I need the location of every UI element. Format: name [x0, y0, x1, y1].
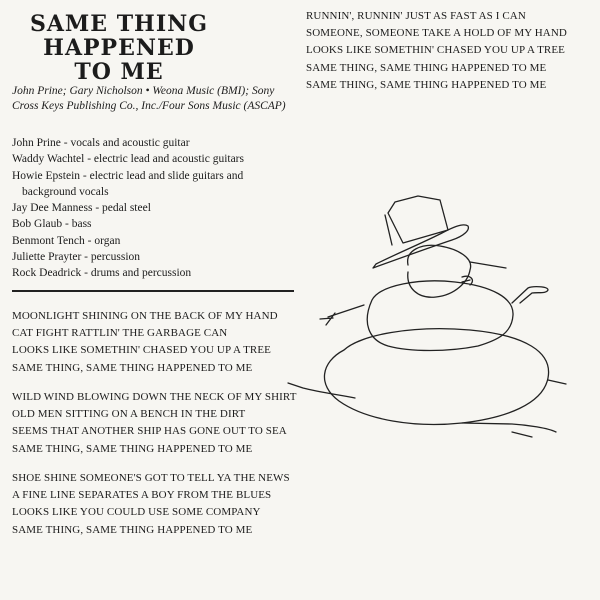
personnel-item: Rock Deadrick - drums and percussion — [12, 267, 192, 280]
lyric-line: LOOKS LIKE SOMETHIN' CHASED YOU UP A TREE — [12, 344, 271, 357]
lyrics-verse-3 — [12, 470, 290, 539]
credit-line: Cross Keys Publishing Co., Inc./Four Sons Music (ASCAP) — [12, 100, 286, 112]
lyric-line: SAME THING, SAME THING HAPPENED TO ME — [12, 523, 253, 536]
personnel-item: Jay Dee Manness - pedal steel — [12, 202, 151, 215]
personnel-list — [12, 135, 302, 282]
ground-lines-drawing — [462, 423, 556, 437]
personnel-item: John Prine - vocals and acoustic guitar — [12, 137, 190, 149]
snowman-base-drawing — [288, 329, 566, 425]
lyric-line: WILD WIND BLOWING DOWN THE NECK OF MY SHIRT — [12, 391, 297, 403]
lyric-line: A FINE LINE SEPARATES A BOY FROM THE BLUES — [12, 489, 272, 502]
snowman-head-drawing — [408, 245, 506, 297]
title-line-1: SAME THING — [29, 11, 209, 37]
personnel-item: Waddy Wachtel - electric lead and acoustic guitars — [12, 153, 244, 166]
lyrics-verse-4 — [306, 8, 567, 94]
snowman-body-drawing — [320, 281, 548, 351]
lyric-line: SAME THING, SAME THING HAPPENED TO ME — [12, 361, 253, 374]
lyrics-verse-2 — [12, 389, 297, 458]
personnel-item: Howie Epstein - electric lead and slide guitars and — [12, 169, 244, 182]
lyric-line: SAME THING, SAME THING HAPPENED TO ME — [12, 442, 253, 455]
lyric-line: CAT FIGHT RATTLIN' THE GARBAGE CAN — [12, 327, 228, 340]
lyric-line: RUNNIN', RUNNIN' JUST AS FAST AS I CAN — [306, 10, 526, 22]
song-title — [14, 12, 224, 84]
title-line-2: HAPPENED — [43, 35, 195, 61]
lyric-line: SAME THING, SAME THING HAPPENED TO ME — [306, 78, 547, 91]
hand-drawn-sketch — [280, 180, 600, 480]
title-line-3: TO ME — [74, 59, 164, 85]
lyric-line: OLD MEN SITTING ON A BENCH IN THE DIRT — [12, 408, 246, 421]
songwriter-credits — [12, 84, 302, 114]
hat-drawing — [373, 196, 468, 268]
lyric-line: SHOE SHINE SOMEONE'S GOT TO TELL YA THE NEWS — [12, 472, 290, 484]
credit-line: John Prine; Gary Nicholson • Weona Music (BMI); Sony — [12, 85, 275, 97]
personnel-item: Bob Glaub - bass — [12, 218, 92, 231]
personnel-item-continued: background vocals — [22, 185, 109, 198]
personnel-item: Benmont Tench - organ — [12, 234, 121, 247]
section-divider — [12, 290, 294, 292]
lyric-line: LOOKS LIKE SOMETHIN' CHASED YOU UP A TREE — [306, 44, 565, 57]
lyric-line: SAME THING, SAME THING HAPPENED TO ME — [306, 61, 547, 74]
lyric-line: MOONLIGHT SHINING ON THE BACK OF MY HAND — [12, 310, 278, 322]
personnel-item: Juliette Prayter - percussion — [12, 251, 141, 264]
lyric-line: LOOKS LIKE YOU COULD USE SOME COMPANY — [12, 506, 261, 519]
lyric-line: SEEMS THAT ANOTHER SHIP HAS GONE OUT TO SEA — [12, 425, 287, 438]
lyrics-verse-1 — [12, 308, 278, 377]
lyric-line: SOMEONE, SOMEONE TAKE A HOLD OF MY HAND — [306, 27, 567, 40]
